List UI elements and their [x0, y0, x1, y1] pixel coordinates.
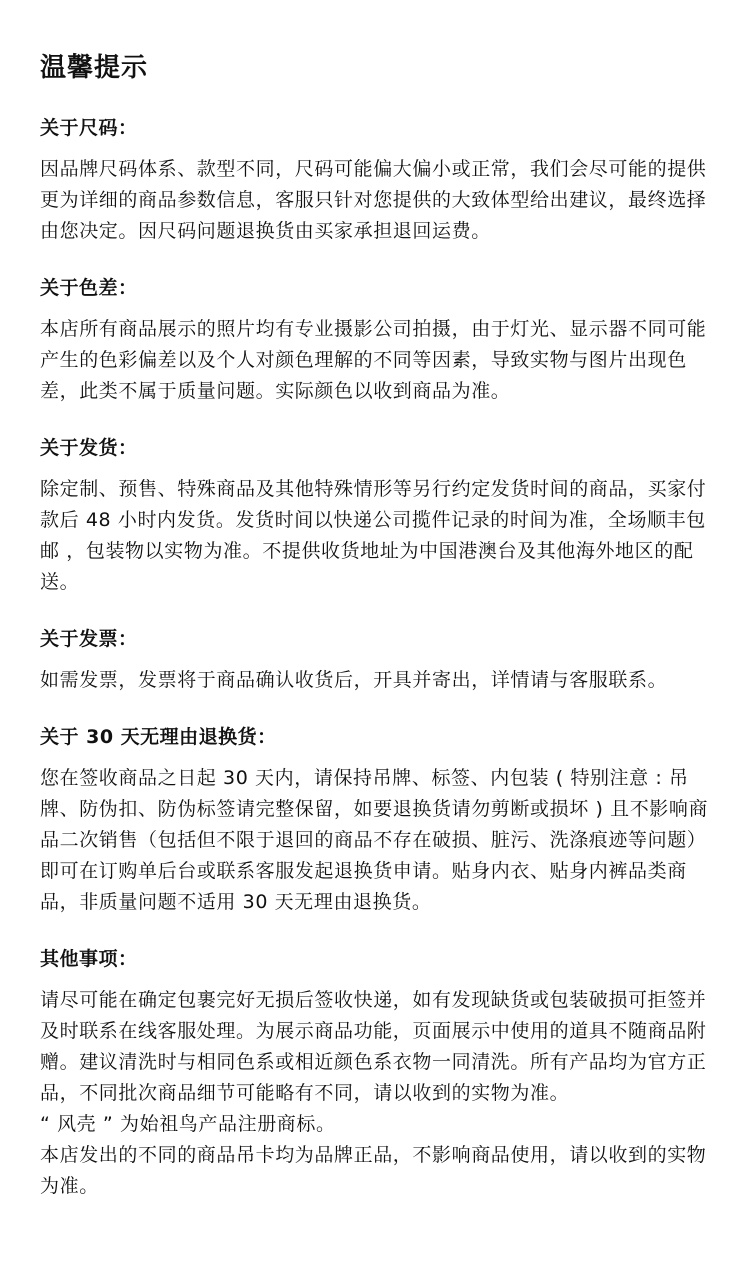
section-spacer	[40, 598, 710, 625]
section-spacer	[40, 696, 710, 723]
section-spacer	[40, 918, 710, 945]
page-title: 温馨提示	[40, 53, 149, 83]
section-heading-30-day-return: 关于 30 天无理由退换货：	[40, 726, 277, 748]
section-body-30-day-return: 您在签收商品之日起 30 天内，请保持吊牌、标签、内包装 ( 特别注意 : 吊牌、防伪扣、防伪标签请完整保留，如要退换货请勿剪断或损坏 ) 且不影响商品二次销售（包括但不限于退回的商品不存在破损、脏污、洗涤痕迹等问题）即可在订购单后台或联系客服发起退换货申请。贴身内衣、贴身内裤品类商品，非质量问题不适用 30 天无理由退换货。	[40, 767, 709, 913]
section-30-day-return	[40, 723, 710, 918]
other-matters-paragraph-2: “ 风壳 ” 为始祖鸟产品注册商标。	[40, 1113, 336, 1135]
section-spacer	[40, 407, 710, 434]
section-spacer	[40, 247, 710, 274]
section-shipping	[40, 434, 710, 598]
section-size	[40, 114, 710, 247]
section-body-size: 因品牌尺码体系、款型不同，尺码可能偏大偏小或正常，我们会尽可能的提供更为详细的商品参数信息，客服只针对您提供的大致体型给出建议，最终选择由您决定。因尺码问题退换货由买家承担退回运费。	[40, 158, 707, 242]
section-color-difference	[40, 274, 710, 407]
other-matters-paragraph-1: 请尽可能在确定包裹完好无损后签收快递，如有发现缺货或包装破损可拒签并及时联系在线客服处理。为展示商品功能，页面展示中使用的道具不随商品附赠。建议清洗时与相同色系或相近颜色系衣物一同清洗。所有产品均为官方正品，不同批次商品细节可能略有不同，请以收到的实物为准。	[40, 989, 707, 1104]
section-body-invoice: 如需发票，发票将于商品确认收货后，开具并寄出，详情请与客服联系。	[40, 669, 668, 691]
section-invoice	[40, 625, 710, 696]
section-heading-color-difference: 关于色差：	[40, 277, 138, 299]
other-matters-paragraph-3: 本店发出的不同的商品吊卡均为品牌正品，不影响商品使用，请以收到的实物为准。	[40, 1144, 707, 1197]
section-body-shipping: 除定制、预售、特殊商品及其他特殊情形等另行约定发货时间的商品，买家付款后 48 小时内发货。发货时间以快递公司揽件记录的时间为准，全场顺丰包邮 ，包装物以实物为准。不提供收货地址为中国港澳台及其他海外地区的配送。	[40, 478, 707, 593]
section-heading-other-matters: 其他事项：	[40, 948, 138, 970]
section-other-matters	[40, 945, 710, 1202]
section-body-color-difference: 本店所有商品展示的照片均有专业摄影公司拍摄，由于灯光、显示器不同可能产生的色彩偏差以及个人对颜色理解的不同等因素，导致实物与图片出现色差，此类不属于质量问题。实际颜色以收到商品为准。	[40, 318, 707, 402]
section-heading-size: 关于尺码：	[40, 117, 138, 139]
section-heading-shipping: 关于发货：	[40, 437, 138, 459]
section-heading-invoice: 关于发票：	[40, 628, 138, 650]
section-body-other-matters	[40, 985, 710, 1202]
